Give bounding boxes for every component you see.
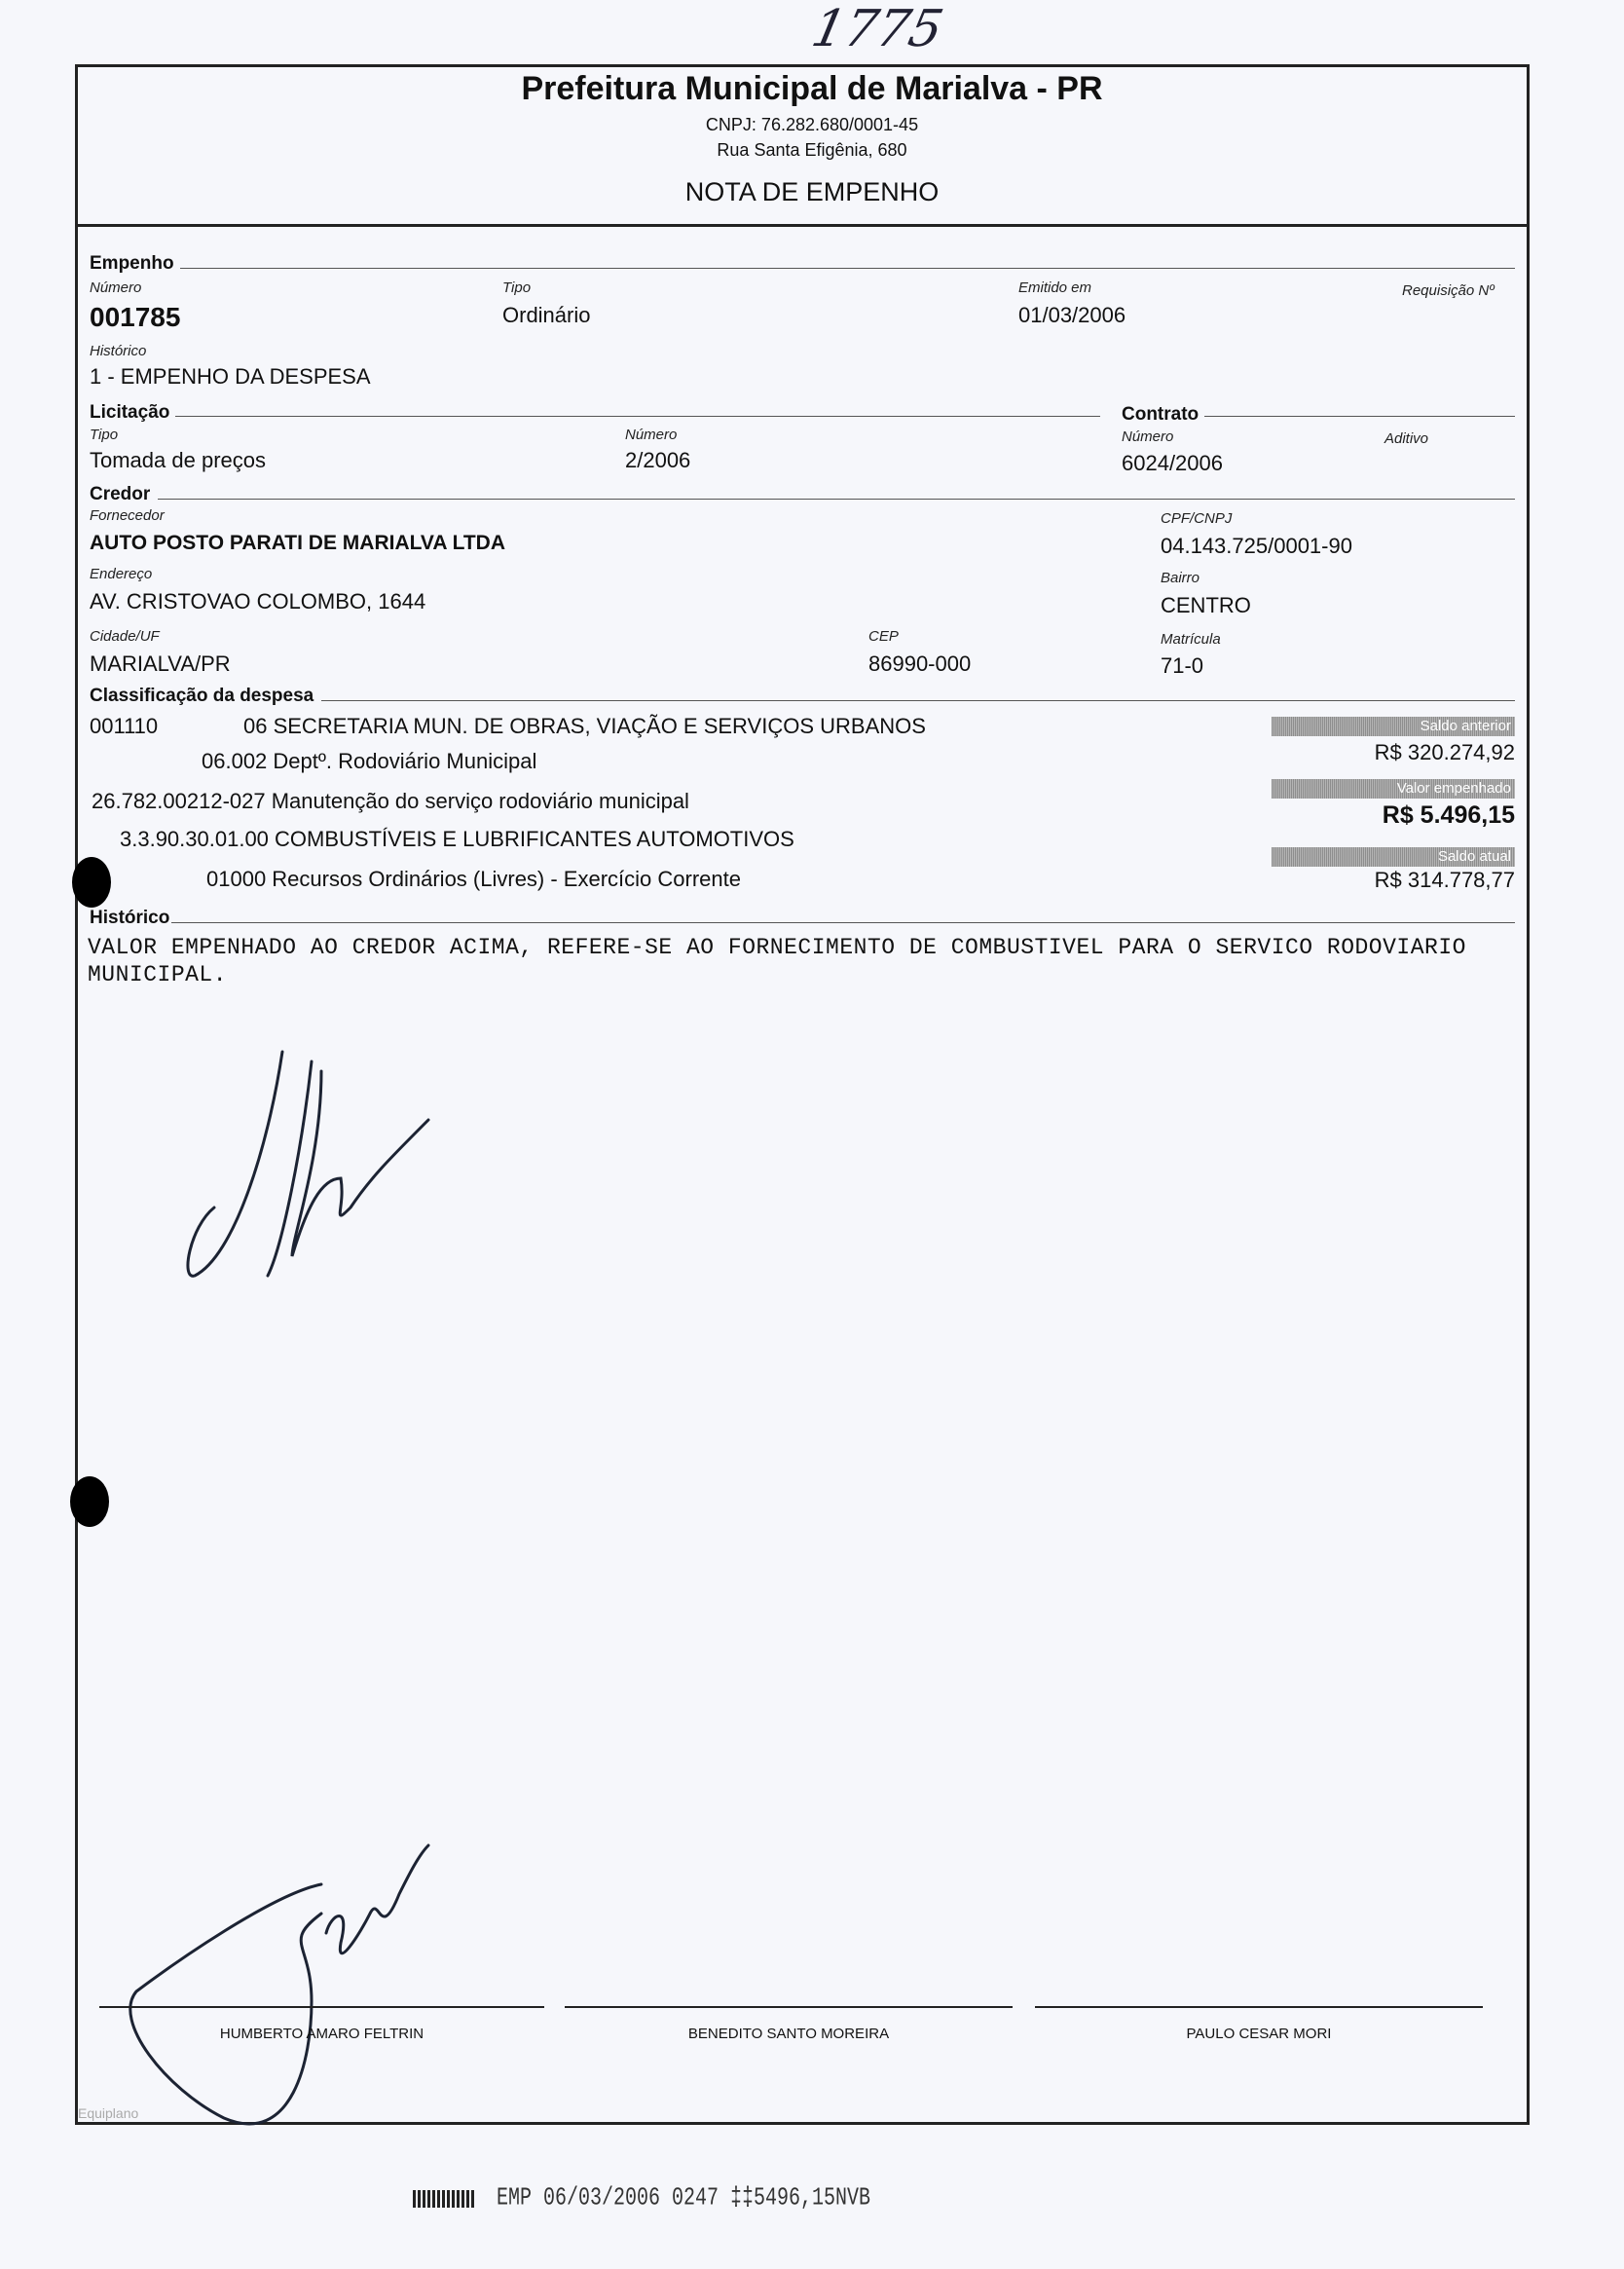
emitido-label: Emitido em (1018, 279, 1092, 296)
section-contrato: Contrato (1122, 404, 1200, 425)
requisicao-label: Requisição Nº (1402, 282, 1495, 299)
section-licitacao: Licitação (90, 402, 170, 423)
saldo-atual-bar (1272, 847, 1515, 867)
signatory-3: PAULO CESAR MORI (1186, 2026, 1332, 2042)
section-rule (171, 922, 1515, 923)
aditivo-label: Aditivo (1384, 430, 1429, 447)
licitacao-tipo: Tomada de preços (90, 448, 266, 472)
saldo-anterior-bar (1272, 717, 1515, 736)
saldo-atual-value: R$ 314.778,77 (1374, 868, 1515, 892)
fornecedor-label: Fornecedor (90, 507, 165, 524)
section-historico: Histórico (90, 908, 170, 928)
footer-stamp: EMP 06/03/2006 0247 ‡‡5496,15NVB (497, 2183, 871, 2213)
valor-empenhado-value: R$ 5.496,15 (1382, 801, 1515, 829)
contrato-numero: 6024/2006 (1122, 451, 1223, 475)
cep-value: 86990-000 (868, 651, 972, 676)
section-rule (180, 268, 1515, 269)
classificacao-programa: 26.782.00212-027 Manutenção do serviço rodoviário municipal (92, 789, 689, 813)
cidade-value: MARIALVA/PR (90, 651, 231, 676)
classificacao-code: 001110 (90, 714, 159, 738)
address-text: Rua Santa Efigênia, 680 (717, 140, 907, 160)
bairro-label: Bairro (1161, 570, 1200, 586)
section-rule (158, 499, 1515, 500)
cep-label: CEP (868, 628, 899, 645)
section-empenho: Empenho (90, 253, 174, 274)
empenho-numero: 001785 (90, 302, 181, 332)
empenho-tipo-label: Tipo (502, 279, 532, 296)
endereco-label: Endereço (90, 566, 153, 582)
licitacao-numero-label: Número (625, 427, 678, 443)
classificacao-secretaria: 06 SECRETARIA MUN. DE OBRAS, VIAÇÃO E SERVIÇOS URBANOS (243, 714, 926, 738)
valor-empenhado-bar (1272, 779, 1515, 799)
saldo-anterior-label: Saldo anterior (1420, 718, 1511, 734)
document-title: NOTA DE EMPENHO (684, 177, 940, 206)
signatory-1: HUMBERTO AMARO FELTRIN (219, 2026, 424, 2042)
empenho-historico-label: Histórico (90, 343, 147, 359)
signatory-2: BENEDITO SANTO MOREIRA (687, 2026, 890, 2042)
signature-line-1 (99, 2006, 544, 2008)
classificacao-dept: 06.002 Deptº. Rodoviário Municipal (202, 749, 537, 773)
software-footer: Equiplano (78, 2105, 139, 2121)
section-credor: Credor (90, 484, 151, 504)
cidade-label: Cidade/UF (90, 628, 160, 645)
cpf-value: 04.143.725/0001-90 (1161, 534, 1352, 558)
section-rule (1204, 416, 1515, 417)
handwritten-signature-2 (117, 1836, 448, 2128)
historico-line-2: MUNICIPAL. (88, 962, 228, 987)
cpf-label: CPF/CNPJ (1161, 510, 1233, 527)
licitacao-numero: 2/2006 (625, 448, 691, 472)
fornecedor-name: AUTO POSTO PARATI DE MARIALVA LTDA (90, 532, 505, 554)
contrato-numero-label: Número (1122, 428, 1174, 445)
licitacao-tipo-label: Tipo (90, 427, 119, 443)
emitido-date: 01/03/2006 (1018, 303, 1126, 327)
valor-empenhado-label: Valor empenhado (1396, 780, 1511, 797)
section-classificacao: Classificação da despesa (90, 686, 314, 706)
classificacao-elemento: 3.3.90.30.01.00 COMBUSTÍVEIS E LUBRIFICANTES AUTOMOTIVOS (120, 827, 794, 851)
header-divider (75, 224, 1530, 227)
punch-hole-bottom (70, 1476, 109, 1527)
cnpj-text: CNPJ: 76.282.680/0001-45 (705, 115, 919, 134)
historico-line-1: VALOR EMPENHADO AO CREDOR ACIMA, REFERE-SE AO FORNECIMENTO DE COMBUSTIVEL PARA O SERVICO RODOVIARIO (88, 935, 1466, 960)
signature-line-2 (565, 2006, 1013, 2008)
handwritten-signature-1 (175, 1032, 448, 1295)
matricula-label: Matrícula (1161, 631, 1221, 648)
section-rule (321, 700, 1515, 701)
empenho-tipo: Ordinário (502, 303, 591, 327)
municipality-title: Prefeitura Municipal de Marialva - PR (521, 70, 1103, 107)
saldo-anterior-value: R$ 320.274,92 (1374, 740, 1515, 764)
empenho-historico: 1 - EMPENHO DA DESPESA (90, 364, 371, 389)
footer-barcode-icon (413, 2190, 475, 2208)
section-rule (175, 416, 1100, 417)
empenho-numero-label: Número (90, 279, 142, 296)
endereco-value: AV. CRISTOVAO COLOMBO, 1644 (90, 589, 426, 614)
punch-hole-top (72, 857, 111, 908)
saldo-atual-label: Saldo atual (1437, 848, 1511, 865)
bairro-value: CENTRO (1161, 593, 1251, 617)
signature-line-3 (1035, 2006, 1483, 2008)
classificacao-recurso: 01000 Recursos Ordinários (Livres) - Exercício Corrente (206, 867, 741, 891)
matricula-value: 71-0 (1161, 653, 1204, 678)
handwritten-page-number: 1775 (806, 0, 948, 58)
